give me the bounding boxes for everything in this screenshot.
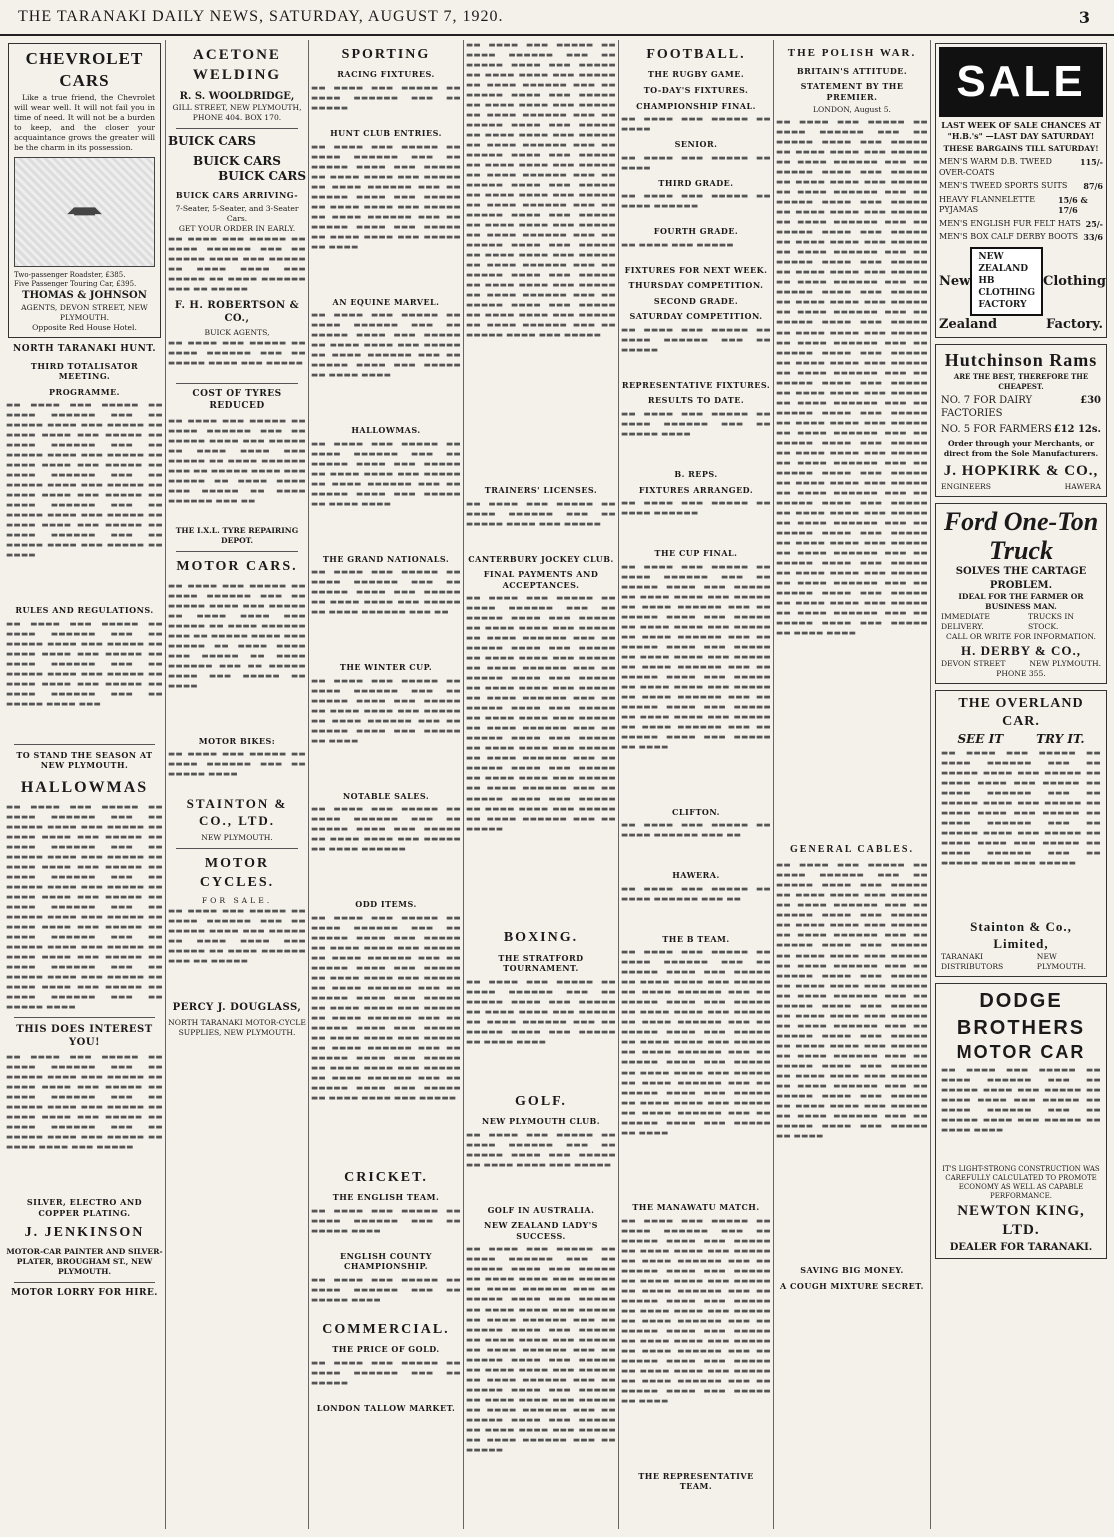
- stratford-heading: THE STRATFORD TOURNAMENT.: [498, 952, 584, 974]
- rep-heading: REPRESENTATIVE FIXTURES.: [621, 379, 771, 390]
- buick-arriving: BUICK CARS ARRIVING-: [175, 190, 299, 201]
- douglass-sub: NORTH TARANAKI MOTOR-CYCLE SUPPLIES, NEW PLYMOUTH.: [168, 1017, 306, 1037]
- ford-call: CALL OR WRITE FOR INFORMATION.: [946, 631, 1096, 641]
- column-4: ▬▬ ▬▬▬▬ ▬▬▬ ▬▬▬▬▬ ▬▬ ▬▬▬▬ ▬▬▬▬▬▬ ▬▬▬ ▬▬ ▬▬▬▬▬ ▬▬▬▬ ▬▬▬ ▬▬▬▬▬ ▬▬ ▬▬▬▬ ▬▬▬▬ ▬▬▬ ▬▬▬▬▬ ▬▬ ▬▬▬▬ ▬▬▬▬▬▬ ▬▬▬ ▬▬ ▬▬▬▬▬ ▬▬▬▬ ▬▬▬ ▬▬▬▬▬ ▬▬ ▬▬▬▬ ▬▬▬▬ ▬▬▬ ▬▬▬▬▬ ▬▬ ▬▬▬▬ ▬▬▬▬▬▬ ▬▬▬ ▬▬ ▬▬▬▬▬ ▬▬▬▬ ▬▬▬ ▬▬▬▬▬ ▬▬ ▬▬▬▬ ▬▬▬▬ ▬▬▬ ▬▬▬▬▬ ▬▬ ▬▬▬▬ ▬▬▬▬▬▬ ▬▬▬ ▬▬ ▬▬▬▬▬ ▬▬▬▬ ▬▬▬ ▬▬▬▬▬ ▬▬ ▬▬▬▬ ▬▬▬▬ ▬▬▬ ▬▬▬▬▬ ▬▬ ▬▬▬▬ ▬▬▬▬▬▬ ▬▬▬ ▬▬ ▬▬▬▬▬ ▬▬▬▬ ▬▬▬ ▬▬▬▬▬ ▬▬ ▬▬▬▬ ▬▬▬▬ ▬▬▬ ▬▬▬▬▬ ▬▬ ▬▬▬▬ ▬▬▬▬▬▬ ▬▬▬ ▬▬ ▬▬▬▬▬ ▬▬▬▬ ▬▬▬ ▬▬▬▬▬ ▬▬ ▬▬▬▬ ▬▬▬▬ ▬▬▬ ▬▬▬▬▬ ▬▬ ▬▬▬▬ ▬▬▬▬▬▬ ▬▬▬ ▬▬ ▬▬▬▬▬ ▬▬▬▬ ▬▬▬ ▬▬▬▬▬ ▬▬ ▬▬▬▬ ▬▬▬▬ ▬▬▬ ▬▬▬▬▬ ▬▬ ▬▬▬▬ ▬▬▬▬▬▬ ▬▬▬ ▬▬ ▬▬▬▬▬ ▬▬▬▬ ▬▬▬ ▬▬▬▬▬ ▬▬ ▬▬▬▬ ▬▬▬▬ ▬▬▬ ▬▬▬▬▬ ▬▬ ▬▬▬▬ ▬▬▬▬▬▬ ▬▬▬ ▬▬ ▬▬▬▬▬ ▬▬▬▬ ▬▬▬ ▬▬▬▬▬ ▬▬ ▬▬▬▬ ▬▬▬▬ ▬▬▬ ▬▬▬▬▬ ▬▬ ▬▬▬▬ ▬▬▬▬▬▬ ▬▬▬ ▬▬ ▬▬▬▬▬ ▬▬▬▬ ▬▬▬ ▬▬▬▬▬ TRAINERS' LICENSES. ▬▬ ▬▬▬▬ ▬▬▬ ▬▬▬▬▬ ▬▬ ▬▬▬▬ ▬▬▬▬▬▬ ▬▬▬ ▬▬ ▬▬▬▬▬ ▬▬▬▬ ▬▬▬ ▬▬▬▬▬ CANTERBURY JOCKEY CLUB. FINAL PAYMENTS AND ACCEPTANCES. ▬▬ ▬▬▬▬ ▬▬▬ ▬▬▬▬▬ ▬▬ ▬▬▬▬ ▬▬▬▬▬▬ ▬▬▬ ▬▬ ▬▬▬▬▬ ▬▬▬▬ ▬▬▬ ▬▬▬▬▬ ▬▬ ▬▬▬▬ ▬▬▬▬ ▬▬▬ ▬▬▬▬▬ ▬▬ ▬▬▬▬ ▬▬▬▬▬▬ ▬▬▬ ▬▬ ▬▬▬▬▬ ▬▬▬▬ ▬▬▬ ▬▬▬▬▬ ▬▬ ▬▬▬▬ ▬▬▬▬ ▬▬▬ ▬▬▬▬▬ ▬▬ ▬▬▬▬ ▬▬▬▬▬▬ ▬▬▬ ▬▬ ▬▬▬▬▬ ▬▬▬▬ ▬▬▬ ▬▬▬▬▬ ▬▬ ▬▬▬▬ ▬▬▬▬ ▬▬▬ ▬▬▬▬▬ ▬▬ ▬▬▬▬ ▬▬▬▬▬▬ ▬▬▬ ▬▬ ▬▬▬▬▬ ▬▬▬▬ ▬▬▬ ▬▬▬▬▬ ▬▬ ▬▬▬▬ ▬▬▬▬ ▬▬▬ ▬▬▬▬▬ ▬▬ ▬▬▬▬ ▬▬▬▬▬▬ ▬▬▬ ▬▬ ▬▬▬▬▬ ▬▬▬▬ ▬▬▬ ▬▬▬▬▬ ▬▬ ▬▬▬▬ ▬▬▬▬ ▬▬▬ ▬▬▬▬▬ ▬▬ ▬▬▬▬ ▬▬▬▬▬▬ ▬▬▬ ▬▬ ▬▬▬▬▬ ▬▬▬▬ ▬▬▬ ▬▬▬▬▬ ▬▬ ▬▬▬▬ ▬▬▬▬ ▬▬▬ ▬▬▬▬▬ ▬▬ ▬▬▬▬ ▬▬▬▬▬▬ ▬▬▬ ▬▬ ▬▬▬▬▬ ▬▬▬▬ ▬▬▬ ▬▬▬▬▬ ▬▬ ▬▬▬▬ ▬▬▬▬ ▬▬▬ ▬▬▬▬▬ ▬▬ ▬▬▬▬ ▬▬▬▬▬▬ ▬▬▬ ▬▬ ▬▬▬▬▬ BOXING. THE STRATFORD TOURNAMENT. ▬▬ ▬▬▬▬ ▬▬▬ ▬▬▬▬▬ ▬▬ ▬▬▬▬ ▬▬▬▬▬▬ ▬▬▬ ▬▬ ▬▬▬▬▬ ▬▬▬▬ ▬▬▬ ▬▬▬▬▬ ▬▬ ▬▬▬▬ ▬▬▬▬ ▬▬▬ ▬▬▬▬▬ ▬▬ ▬▬▬▬ ▬▬▬▬▬▬ ▬▬▬ ▬▬ ▬▬▬▬▬ ▬▬▬▬ ▬▬▬ ▬▬▬▬▬ ▬▬ ▬▬▬▬ ▬▬▬▬ GOLF. NEW PLYMOUTH CLUB. ▬▬ ▬▬▬▬ ▬▬▬ ▬▬▬▬▬ ▬▬ ▬▬▬▬ ▬▬▬▬▬▬ ▬▬▬ ▬▬ ▬▬▬▬▬ ▬▬▬▬ ▬▬▬ ▬▬▬▬▬ ▬▬ ▬▬▬▬ ▬▬▬▬ ▬▬▬ ▬▬▬▬▬ GOLF IN AUSTRALIA. NEW ZEALAND LADY'S SUCCESS. ▬▬ ▬▬▬▬ ▬▬▬ ▬▬▬▬▬ ▬▬ ▬▬▬▬ ▬▬▬▬▬▬ ▬▬▬ ▬▬ ▬▬▬▬▬ ▬▬▬▬ ▬▬▬ ▬▬▬▬▬ ▬▬ ▬▬▬▬ ▬▬▬▬ ▬▬▬ ▬▬▬▬▬ ▬▬ ▬▬▬▬ ▬▬▬▬▬▬ ▬▬▬ ▬▬ ▬▬▬▬▬ ▬▬▬▬ ▬▬▬ ▬▬▬▬▬ ▬▬ ▬▬▬▬ ▬▬▬▬ ▬▬▬ ▬▬▬▬▬ ▬▬ ▬▬▬▬ ▬▬▬▬▬▬ ▬▬▬ ▬▬ ▬▬▬▬▬ ▬▬▬▬ ▬▬▬ ▬▬▬▬▬ ▬▬ ▬▬▬▬ ▬▬▬▬ ▬▬▬ ▬▬▬▬▬ ▬▬ ▬▬▬▬ ▬▬▬▬▬▬ ▬▬▬ ▬▬ ▬▬▬▬▬ ▬▬▬▬ ▬▬▬ ▬▬▬▬▬ ▬▬ ▬▬▬▬ ▬▬▬▬ ▬▬▬ ▬▬▬▬▬ ▬▬ ▬▬▬▬ ▬▬▬▬▬▬ ▬▬▬ ▬▬ ▬▬▬▬▬ ▬▬▬▬ ▬▬▬ ▬▬▬▬▬ ▬▬ ▬▬▬▬ ▬▬▬▬ ▬▬▬ ▬▬▬▬▬ ▬▬ ▬▬▬▬ ▬▬▬▬▬▬ ▬▬▬ ▬▬ ▬▬▬▬▬ ▬▬▬▬ ▬▬▬ ▬▬▬▬▬ ▬▬ ▬▬▬▬ ▬▬▬▬ ▬▬▬ ▬▬▬▬▬ ▬▬ ▬▬▬▬ ▬▬▬▬▬▬ ▬▬▬ ▬▬ ▬▬▬▬▬: [466, 40, 616, 1454]
- golf-australia-heading: GOLF IN AUSTRALIA.: [487, 1204, 595, 1215]
- programme-heading: PROGRAMME.: [49, 386, 120, 397]
- final-heading: FINAL PAYMENTS AND ACCEPTANCES.: [483, 569, 599, 590]
- hawera-label: HAWERA: [1064, 482, 1101, 492]
- overland-see: SEE IT: [957, 731, 1004, 746]
- derby-phone: PHONE 355.: [996, 668, 1046, 678]
- hallowmas-heading: HALLOWMAS: [20, 778, 149, 796]
- cricket-heading: CRICKET.: [344, 1169, 428, 1185]
- masthead-title: THE TARANAKI DAILY NEWS, SATURDAY, AUGUST 7, 1920.: [18, 8, 504, 25]
- hunt-club-heading: HUNT CLUB ENTRIES.: [330, 128, 442, 139]
- new-word: New: [939, 274, 971, 290]
- column-7: [933, 40, 1109, 1529]
- results-heading: RESULTS TO DATE.: [647, 395, 745, 406]
- wooldridge-address: GILL STREET, NEW PLYMOUTH, PHONE 404. BOX 170.: [172, 102, 302, 122]
- nz-lady-heading: NEW ZEALAND LADY'S SUCCESS.: [484, 1220, 598, 1241]
- engineers-label: ENGINEERS: [941, 482, 991, 492]
- tourer-price: Five Passenger Touring Car, £395.: [14, 280, 137, 289]
- page-number: 3: [1078, 7, 1090, 27]
- derby-name: H. DERBY & CO.,: [961, 642, 1081, 658]
- newton-dealer: DEALER FOR TARANAKI.: [949, 1242, 1093, 1254]
- jenkinson-sub: MOTOR-CAR PAINTER AND SILVER-PLATER, BROUGHAM ST., NEW PLYMOUTH.: [6, 1246, 163, 1276]
- robertson-sub: BUICK AGENTS,: [204, 328, 270, 338]
- statement-heading: STATEMENT BY THE PREMIER.: [800, 81, 904, 102]
- sporting-heading: SPORTING: [341, 47, 431, 62]
- sale-item-price: 115/-: [1080, 157, 1103, 168]
- championship-heading: ENGLISH COUNTY CHAMPIONSHIP.: [339, 1250, 433, 1272]
- dealer-opposite: Opposite Red House Hotel.: [32, 322, 137, 332]
- new-plymouth-club-heading: NEW PLYMOUTH CLUB.: [481, 1116, 601, 1127]
- column-6: THE POLISH WAR. BRITAIN'S ATTITUDE. STATEMENT BY THE PREMIER. LONDON, August 5. ▬▬ ▬▬▬▬ ▬▬▬ ▬▬▬▬▬ ▬▬ ▬▬▬▬ ▬▬▬▬▬▬ ▬▬▬ ▬▬ ▬▬▬▬▬ ▬▬▬▬ ▬▬▬ ▬▬▬▬▬ ▬▬ ▬▬▬▬ ▬▬▬▬ ▬▬▬ ▬▬▬▬▬ ▬▬ ▬▬▬▬ ▬▬▬▬▬▬ ▬▬▬ ▬▬ ▬▬▬▬▬ ▬▬▬▬ ▬▬▬ ▬▬▬▬▬ ▬▬ ▬▬▬▬ ▬▬▬▬ ▬▬▬ ▬▬▬▬▬ ▬▬ ▬▬▬▬ ▬▬▬▬▬▬ ▬▬▬ ▬▬ ▬▬▬▬▬ ▬▬▬▬ ▬▬▬ ▬▬▬▬▬ ▬▬ ▬▬▬▬ ▬▬▬▬ ▬▬▬ ▬▬▬▬▬ ▬▬ ▬▬▬▬ ▬▬▬▬▬▬ ▬▬▬ ▬▬ ▬▬▬▬▬ ▬▬▬▬ ▬▬▬ ▬▬▬▬▬ ▬▬ ▬▬▬▬ ▬▬▬▬ ▬▬▬ ▬▬▬▬▬ ▬▬ ▬▬▬▬ ▬▬▬▬▬▬ ▬▬▬ ▬▬ ▬▬▬▬▬ ▬▬▬▬ ▬▬▬ ▬▬▬▬▬ ▬▬ ▬▬▬▬ ▬▬▬▬ ▬▬▬ ▬▬▬▬▬ ▬▬ ▬▬▬▬ ▬▬▬▬▬▬ ▬▬▬ ▬▬ ▬▬▬▬▬ ▬▬▬▬ ▬▬▬ ▬▬▬▬▬ ▬▬ ▬▬▬▬ ▬▬▬▬ ▬▬▬ ▬▬▬▬▬ ▬▬ ▬▬▬▬ ▬▬▬▬▬▬ ▬▬▬ ▬▬ ▬▬▬▬▬ ▬▬▬▬ ▬▬▬ ▬▬▬▬▬ ▬▬ ▬▬▬▬ ▬▬▬▬ ▬▬▬ ▬▬▬▬▬ ▬▬ ▬▬▬▬ ▬▬▬▬▬▬ ▬▬▬ ▬▬ ▬▬▬▬▬ ▬▬▬▬ ▬▬▬ ▬▬▬▬▬ ▬▬ ▬▬▬▬ ▬▬▬▬ ▬▬▬ ▬▬▬▬▬ ▬▬ ▬▬▬▬ ▬▬▬▬▬▬ ▬▬▬ ▬▬ ▬▬▬▬▬ ▬▬▬▬ ▬▬▬ ▬▬▬▬▬ ▬▬ ▬▬▬▬ ▬▬▬▬ ▬▬▬ ▬▬▬▬▬ ▬▬ ▬▬▬▬ ▬▬▬▬▬▬ ▬▬▬ ▬▬ ▬▬▬▬▬ ▬▬▬▬ ▬▬▬ ▬▬▬▬▬ ▬▬ ▬▬▬▬ ▬▬▬▬ ▬▬▬ ▬▬▬▬▬ ▬▬ ▬▬▬▬ ▬▬▬▬▬▬ ▬▬▬ ▬▬ ▬▬▬▬▬ ▬▬▬▬ ▬▬▬ ▬▬▬▬▬ ▬▬ ▬▬▬▬ ▬▬▬▬ ▬▬▬ ▬▬▬▬▬ ▬▬ ▬▬▬▬ ▬▬▬▬▬▬ ▬▬▬ ▬▬ ▬▬▬▬▬ ▬▬▬▬ ▬▬▬ ▬▬▬▬▬ ▬▬ ▬▬▬▬ ▬▬▬▬ ▬▬▬ ▬▬▬▬▬ ▬▬ ▬▬▬▬ ▬▬▬▬▬▬ ▬▬▬ ▬▬ ▬▬▬▬▬ ▬▬▬▬ ▬▬▬ ▬▬▬▬▬ ▬▬ ▬▬▬▬ ▬▬▬▬ ▬▬▬ ▬▬▬▬▬ ▬▬ ▬▬▬▬ ▬▬▬▬▬▬ ▬▬▬ ▬▬ ▬▬▬▬▬ ▬▬▬▬ ▬▬▬ ▬▬▬▬▬ ▬▬ ▬▬▬▬ ▬▬▬▬ ▬▬▬ ▬▬▬▬▬ ▬▬ ▬▬▬▬ ▬▬▬▬▬▬ ▬▬▬ ▬▬ ▬▬▬▬▬ ▬▬▬▬ ▬▬▬ ▬▬▬▬▬ ▬▬ ▬▬▬▬ ▬▬▬▬ ▬▬▬ ▬▬▬▬▬ ▬▬ ▬▬▬▬ ▬▬▬▬▬▬ ▬▬▬ ▬▬ ▬▬▬▬▬ ▬▬▬▬ ▬▬▬ ▬▬▬▬▬ ▬▬ ▬▬▬▬ ▬▬▬▬ ▬▬▬ ▬▬▬▬▬ ▬▬ ▬▬▬▬ ▬▬▬▬▬▬ ▬▬▬ ▬▬ ▬▬▬▬▬ ▬▬▬▬ ▬▬▬ ▬▬▬▬▬ ▬▬ ▬▬▬▬ ▬▬▬▬ GENERAL CABLES. ▬▬ ▬▬▬▬ ▬▬▬ ▬▬▬▬▬ ▬▬ ▬▬▬▬ ▬▬▬▬▬▬ ▬▬▬ ▬▬ ▬▬▬▬▬ ▬▬▬▬ ▬▬▬ ▬▬▬▬▬ ▬▬ ▬▬▬▬ ▬▬▬▬ ▬▬▬ ▬▬▬▬▬ ▬▬ ▬▬▬▬ ▬▬▬▬▬▬ ▬▬▬ ▬▬ ▬▬▬▬▬ ▬▬▬▬ ▬▬▬ ▬▬▬▬▬ ▬▬ ▬▬▬▬ ▬▬▬▬ ▬▬▬ ▬▬▬▬▬ ▬▬ ▬▬▬▬ ▬▬▬▬▬▬ ▬▬▬ ▬▬ ▬▬▬▬▬ ▬▬▬▬ ▬▬▬ ▬▬▬▬▬ ▬▬ ▬▬▬▬ ▬▬▬▬ ▬▬▬ ▬▬▬▬▬ ▬▬ ▬▬▬▬ ▬▬▬▬▬▬ ▬▬▬ ▬▬ ▬▬▬▬▬ ▬▬▬▬ ▬▬▬ ▬▬▬▬▬ ▬▬ ▬▬▬▬ ▬▬▬▬ ▬▬▬ ▬▬▬▬▬ ▬▬ ▬▬▬▬ ▬▬▬▬▬▬ ▬▬▬ ▬▬ ▬▬▬▬▬ ▬▬▬▬ ▬▬▬ ▬▬▬▬▬ ▬▬ ▬▬▬▬ ▬▬▬▬ ▬▬▬ ▬▬▬▬▬ ▬▬ ▬▬▬▬ ▬▬▬▬▬▬ ▬▬▬ ▬▬ ▬▬▬▬▬ ▬▬▬▬ ▬▬▬ ▬▬▬▬▬ ▬▬ ▬▬▬▬ ▬▬▬▬ ▬▬▬ ▬▬▬▬▬ ▬▬ ▬▬▬▬ ▬▬▬▬▬▬ ▬▬▬ ▬▬ ▬▬▬▬▬ ▬▬▬▬ ▬▬▬ ▬▬▬▬▬ ▬▬ ▬▬▬▬ ▬▬▬▬ ▬▬▬ ▬▬▬▬▬ ▬▬ ▬▬▬▬ ▬▬▬▬▬▬ ▬▬▬ ▬▬ ▬▬▬▬▬ ▬▬▬▬ ▬▬▬ ▬▬▬▬▬ ▬▬ ▬▬▬▬ ▬▬▬▬ ▬▬▬ ▬▬▬▬▬ ▬▬ ▬▬▬▬ ▬▬▬▬▬▬ ▬▬▬ ▬▬ ▬▬▬▬▬ ▬▬▬▬ ▬▬▬ ▬▬▬▬▬ ▬▬ ▬▬▬▬ SAVING BIG MONEY. A COUGH MIXTURE SECRET.: [776, 47, 928, 1291]
- column-5: FOOTBALL. THE RUGBY GAME. TO-DAY'S FIXTURES. CHAMPIONSHIP FINAL. ▬▬ ▬▬▬▬ ▬▬▬ ▬▬▬▬▬ ▬▬ ▬▬▬▬ SENIOR. ▬▬ ▬▬▬▬ ▬▬▬ ▬▬▬▬▬ ▬▬ ▬▬▬▬ THIRD GRADE. ▬▬ ▬▬▬▬ ▬▬▬ ▬▬▬▬▬ ▬▬ ▬▬▬▬ ▬▬▬▬▬▬ FOURTH GRADE. ▬▬ ▬▬▬▬ ▬▬▬ ▬▬▬▬▬ FIXTURES FOR NEXT WEEK. THURSDAY COMPETITION. SECOND GRADE. SATURDAY COMPETITION. ▬▬ ▬▬▬▬ ▬▬▬ ▬▬▬▬▬ ▬▬ ▬▬▬▬ ▬▬▬▬▬▬ ▬▬▬ ▬▬ ▬▬▬▬▬ REPRESENTATIVE FIXTURES. RESULTS TO DATE. ▬▬ ▬▬▬▬ ▬▬▬ ▬▬▬▬▬ ▬▬ ▬▬▬▬ ▬▬▬▬▬▬ ▬▬▬ ▬▬ ▬▬▬▬▬ ▬▬▬▬ B. REPS. FIXTURES ARRANGED. ▬▬ ▬▬▬▬ ▬▬▬ ▬▬▬▬▬ ▬▬ ▬▬▬▬ ▬▬▬▬▬▬ THE CUP FINAL. ▬▬ ▬▬▬▬ ▬▬▬ ▬▬▬▬▬ ▬▬ ▬▬▬▬ ▬▬▬▬▬▬ ▬▬▬ ▬▬ ▬▬▬▬▬ ▬▬▬▬ ▬▬▬ ▬▬▬▬▬ ▬▬ ▬▬▬▬ ▬▬▬▬ ▬▬▬ ▬▬▬▬▬ ▬▬ ▬▬▬▬ ▬▬▬▬▬▬ ▬▬▬ ▬▬ ▬▬▬▬▬ ▬▬▬▬ ▬▬▬ ▬▬▬▬▬ ▬▬ ▬▬▬▬ ▬▬▬▬ ▬▬▬ ▬▬▬▬▬ ▬▬ ▬▬▬▬ ▬▬▬▬▬▬ ▬▬▬ ▬▬ ▬▬▬▬▬ ▬▬▬▬ ▬▬▬ ▬▬▬▬▬ ▬▬ ▬▬▬▬ ▬▬▬▬ ▬▬▬ ▬▬▬▬▬ ▬▬ ▬▬▬▬ ▬▬▬▬▬▬ ▬▬▬ ▬▬ ▬▬▬▬▬ ▬▬▬▬ ▬▬▬ ▬▬▬▬▬ ▬▬ ▬▬▬▬ ▬▬▬▬ ▬▬▬ ▬▬▬▬▬ ▬▬ ▬▬▬▬ ▬▬▬▬▬▬ ▬▬▬ ▬▬ ▬▬▬▬▬ ▬▬▬▬ ▬▬▬ ▬▬▬▬▬ ▬▬ ▬▬▬▬ ▬▬▬▬ ▬▬▬ ▬▬▬▬▬ ▬▬ ▬▬▬▬ ▬▬▬▬▬▬ ▬▬▬ ▬▬ ▬▬▬▬▬ ▬▬▬▬ ▬▬▬ ▬▬▬▬▬ ▬▬ ▬▬▬▬ CLIFTON. ▬▬ ▬▬▬▬ ▬▬▬ ▬▬▬▬▬ ▬▬ ▬▬▬▬ ▬▬▬▬▬▬ ▬▬▬ ▬▬ HAWERA. ▬▬ ▬▬▬▬ ▬▬▬ ▬▬▬▬▬ ▬▬ ▬▬▬▬ ▬▬▬▬▬▬ ▬▬▬ ▬▬ THE B TEAM. ▬▬ ▬▬▬▬ ▬▬▬ ▬▬▬▬▬ ▬▬ ▬▬▬▬ ▬▬▬▬▬▬ ▬▬▬ ▬▬ ▬▬▬▬▬ ▬▬▬▬ ▬▬▬ ▬▬▬▬▬ ▬▬ ▬▬▬▬ ▬▬▬▬ ▬▬▬ ▬▬▬▬▬ ▬▬ ▬▬▬▬ ▬▬▬▬▬▬ ▬▬▬ ▬▬ ▬▬▬▬▬ ▬▬▬▬ ▬▬▬ ▬▬▬▬▬ ▬▬ ▬▬▬▬ ▬▬▬▬ ▬▬▬ ▬▬▬▬▬ ▬▬ ▬▬▬▬ ▬▬▬▬▬▬ ▬▬▬ ▬▬ ▬▬▬▬▬ ▬▬▬▬ ▬▬▬ ▬▬▬▬▬ ▬▬ ▬▬▬▬ ▬▬▬▬ ▬▬▬ ▬▬▬▬▬ ▬▬ ▬▬▬▬ ▬▬▬▬▬▬ ▬▬▬ ▬▬ ▬▬▬▬▬ ▬▬▬▬ ▬▬▬ ▬▬▬▬▬ ▬▬ ▬▬▬▬ ▬▬▬▬ ▬▬▬ ▬▬▬▬▬ ▬▬ ▬▬▬▬ ▬▬▬▬▬▬ ▬▬▬ ▬▬ ▬▬▬▬▬ ▬▬▬▬ ▬▬▬ ▬▬▬▬▬ ▬▬ ▬▬▬▬ ▬▬▬▬ ▬▬▬ ▬▬▬▬▬ ▬▬ ▬▬▬▬ ▬▬▬▬▬▬ ▬▬▬ ▬▬ ▬▬▬▬▬ ▬▬▬▬ ▬▬▬ ▬▬▬▬▬ ▬▬ ▬▬▬▬ THE MANAWATU MATCH. ▬▬ ▬▬▬▬ ▬▬▬ ▬▬▬▬▬ ▬▬ ▬▬▬▬ ▬▬▬▬▬▬ ▬▬▬ ▬▬ ▬▬▬▬▬ ▬▬▬▬ ▬▬▬ ▬▬▬▬▬ ▬▬ ▬▬▬▬ ▬▬▬▬ ▬▬▬ ▬▬▬▬▬ ▬▬ ▬▬▬▬ ▬▬▬▬▬▬ ▬▬▬ ▬▬ ▬▬▬▬▬ ▬▬▬▬ ▬▬▬ ▬▬▬▬▬ ▬▬ ▬▬▬▬ ▬▬▬▬ ▬▬▬ ▬▬▬▬▬ ▬▬ ▬▬▬▬ ▬▬▬▬▬▬ ▬▬▬ ▬▬ ▬▬▬▬▬ ▬▬▬▬ ▬▬▬ ▬▬▬▬▬ ▬▬ ▬▬▬▬ ▬▬▬▬ ▬▬▬ ▬▬▬▬▬ ▬▬ ▬▬▬▬ ▬▬▬▬▬▬ ▬▬▬ ▬▬ ▬▬▬▬▬ ▬▬▬▬ ▬▬▬ ▬▬▬▬▬ ▬▬ ▬▬▬▬ ▬▬▬▬ ▬▬▬ ▬▬▬▬▬ ▬▬ ▬▬▬▬ ▬▬▬▬▬▬ ▬▬▬ ▬▬ ▬▬▬▬▬ ▬▬▬▬ ▬▬▬ ▬▬▬▬▬ ▬▬ ▬▬▬▬ ▬▬▬▬ ▬▬▬ ▬▬▬▬▬ ▬▬ ▬▬▬▬ ▬▬▬▬▬▬ ▬▬▬ ▬▬ ▬▬▬▬▬ ▬▬▬▬ ▬▬▬ ▬▬▬▬▬ ▬▬ ▬▬▬▬ THE REPRESENTATIVE TEAM.: [621, 47, 771, 1492]
- b-reps-heading: B. REPS.: [674, 469, 718, 480]
- interest-heading: THIS DOES INTEREST YOU!: [16, 1023, 153, 1049]
- dealer-address: AGENTS, DEVON STREET, NEW PLYMOUTH.: [21, 302, 148, 322]
- tyre-depot: THE I.X.L. TYRE REPAIRING DEPOT.: [175, 526, 299, 546]
- golf-heading: GOLF.: [515, 1093, 567, 1109]
- douglass-name: PERCY J. DOUGLASS,: [172, 1002, 302, 1014]
- sale-banner: SALE: [939, 47, 1103, 117]
- notable-heading: NOTABLE SALES.: [342, 790, 430, 801]
- sale-item-name: MEN'S WARM D.B. TWEED OVER-COATS: [939, 157, 1052, 177]
- trainers-heading: TRAINERS' LICENSES.: [484, 485, 598, 495]
- silver-heading: SILVER, ELECTRO AND COPPER PLATING.: [26, 1197, 143, 1218]
- stainton-ltd: Stainton & Co., Limited,: [970, 918, 1072, 951]
- motor-bikes-heading: MOTOR BIKES:: [198, 735, 276, 746]
- hunt-sub: THIRD TOTALISATOR MEETING.: [30, 360, 139, 382]
- no5-price: £12 12s.: [1053, 424, 1101, 436]
- sale-item-price: 25/-: [1085, 218, 1103, 229]
- arranged-heading: FIXTURES ARRANGED.: [638, 484, 754, 495]
- buick-heading-2: BUICK CARS: [193, 153, 281, 168]
- sale-items: [939, 157, 1103, 243]
- stainton-loc: NEW PLYMOUTH.: [201, 833, 273, 843]
- stainton-name: STAINTON & CO., LTD.: [186, 796, 288, 829]
- sale-item-price: 33/6: [1083, 232, 1103, 243]
- ford-delivery: IMMEDIATE DELIVERY.: [941, 611, 990, 631]
- hunt-title: NORTH TARANAKI HUNT.: [13, 343, 156, 354]
- sale-item: [939, 181, 1103, 192]
- english-team-heading: THE ENGLISH TEAM.: [332, 1192, 440, 1203]
- sale-item: [939, 232, 1103, 243]
- overland-title: THE OVERLAND CAR.: [958, 696, 1084, 730]
- general-heading: GENERAL CABLES.: [790, 844, 914, 856]
- overland-ad: THE OVERLAND CAR. SEE IT TRY IT. ▬▬ ▬▬▬▬ ▬▬▬ ▬▬▬▬▬ ▬▬ ▬▬▬▬ ▬▬▬▬▬▬ ▬▬▬ ▬▬ ▬▬▬▬▬ ▬▬▬▬ ▬▬▬ ▬▬▬▬▬ ▬▬ ▬▬▬▬ ▬▬▬▬ ▬▬▬ ▬▬▬▬▬ ▬▬ ▬▬▬▬ ▬▬▬▬▬▬ ▬▬▬ ▬▬ ▬▬▬▬▬ ▬▬▬▬ ▬▬▬ ▬▬▬▬▬ ▬▬ ▬▬▬▬ ▬▬▬▬ ▬▬▬ ▬▬▬▬▬ ▬▬ ▬▬▬▬ ▬▬▬▬▬▬ ▬▬▬ ▬▬ ▬▬▬▬▬ ▬▬▬▬ ▬▬▬ ▬▬▬▬▬ ▬▬ ▬▬▬▬ ▬▬▬▬ ▬▬▬ ▬▬▬▬▬ ▬▬ ▬▬▬▬ ▬▬▬▬▬▬ ▬▬▬ ▬▬ ▬▬▬▬▬ ▬▬▬▬ ▬▬▬ ▬▬▬▬▬ Stainton & Co., Limited, TARANAKI DISTRIBUTORS NEW PLYMOUTH.: [935, 690, 1107, 977]
- dodge-title: DODGE BROTHERS: [956, 990, 1086, 1039]
- zealand-word: Zealand: [939, 317, 998, 333]
- distributors-np: NEW PLYMOUTH.: [1036, 952, 1086, 972]
- football-heading: FOOTBALL.: [646, 47, 746, 62]
- column-3: SPORTING RACING FIXTURES. ▬▬ ▬▬▬▬ ▬▬▬ ▬▬▬▬▬ ▬▬ ▬▬▬▬ ▬▬▬▬▬▬ ▬▬▬ ▬▬ ▬▬▬▬▬ HUNT CLUB ENTRIES. ▬▬ ▬▬▬▬ ▬▬▬ ▬▬▬▬▬ ▬▬ ▬▬▬▬ ▬▬▬▬▬▬ ▬▬▬ ▬▬ ▬▬▬▬▬ ▬▬▬▬ ▬▬▬ ▬▬▬▬▬ ▬▬ ▬▬▬▬ ▬▬▬▬ ▬▬▬ ▬▬▬▬▬ ▬▬ ▬▬▬▬ ▬▬▬▬▬▬ ▬▬▬ ▬▬ ▬▬▬▬▬ ▬▬▬▬ ▬▬▬ ▬▬▬▬▬ ▬▬ ▬▬▬▬ ▬▬▬▬ ▬▬▬ ▬▬▬▬▬ ▬▬ ▬▬▬▬ ▬▬▬▬▬▬ ▬▬▬ ▬▬ ▬▬▬▬▬ ▬▬▬▬ ▬▬▬ ▬▬▬▬▬ ▬▬ ▬▬▬▬ ▬▬▬▬ ▬▬▬ ▬▬▬▬▬ ▬▬ ▬▬▬▬ AN EQUINE MARVEL. ▬▬ ▬▬▬▬ ▬▬▬ ▬▬▬▬▬ ▬▬ ▬▬▬▬ ▬▬▬▬▬▬ ▬▬▬ ▬▬ ▬▬▬▬▬ ▬▬▬▬ ▬▬▬ ▬▬▬▬▬ ▬▬ ▬▬▬▬ ▬▬▬▬ ▬▬▬ ▬▬▬▬▬ ▬▬ ▬▬▬▬ ▬▬▬▬▬▬ ▬▬▬ ▬▬ ▬▬▬▬▬ ▬▬▬▬ ▬▬▬ ▬▬▬▬▬ ▬▬ ▬▬▬▬ ▬▬▬▬ HALLOWMAS. ▬▬ ▬▬▬▬ ▬▬▬ ▬▬▬▬▬ ▬▬ ▬▬▬▬ ▬▬▬▬▬▬ ▬▬▬ ▬▬ ▬▬▬▬▬ ▬▬▬▬ ▬▬▬ ▬▬▬▬▬ ▬▬ ▬▬▬▬ ▬▬▬▬ ▬▬▬ ▬▬▬▬▬ ▬▬ ▬▬▬▬ ▬▬▬▬▬▬ ▬▬▬ ▬▬ ▬▬▬▬▬ ▬▬▬▬ ▬▬▬ ▬▬▬▬▬ ▬▬ ▬▬▬▬ ▬▬▬▬ THE GRAND NATIONALS. ▬▬ ▬▬▬▬ ▬▬▬ ▬▬▬▬▬ ▬▬ ▬▬▬▬ ▬▬▬▬▬▬ ▬▬▬ ▬▬ ▬▬▬▬▬ ▬▬▬▬ ▬▬▬ ▬▬▬▬▬ ▬▬ ▬▬▬▬ ▬▬▬▬ ▬▬▬ ▬▬▬▬▬ ▬▬ ▬▬▬▬ ▬▬▬▬▬▬ ▬▬▬ ▬▬ THE WINTER CUP. ▬▬ ▬▬▬▬ ▬▬▬ ▬▬▬▬▬ ▬▬ ▬▬▬▬ ▬▬▬▬▬▬ ▬▬▬ ▬▬ ▬▬▬▬▬ ▬▬▬▬ ▬▬▬ ▬▬▬▬▬ ▬▬ ▬▬▬▬ ▬▬▬▬ ▬▬▬ ▬▬▬▬▬ ▬▬ ▬▬▬▬ ▬▬▬▬▬▬ ▬▬▬ ▬▬ ▬▬▬▬▬ ▬▬▬▬ ▬▬▬ ▬▬▬▬▬ ▬▬ ▬▬▬▬ NOTABLE SALES. ▬▬ ▬▬▬▬ ▬▬▬ ▬▬▬▬▬ ▬▬ ▬▬▬▬ ▬▬▬▬▬▬ ▬▬▬ ▬▬ ▬▬▬▬▬ ▬▬▬▬ ▬▬▬ ▬▬▬▬▬ ▬▬ ▬▬▬▬ ▬▬▬▬ ▬▬▬ ▬▬▬▬▬ ▬▬ ▬▬▬▬ ▬▬▬▬▬▬ ODD ITEMS. ▬▬ ▬▬▬▬ ▬▬▬ ▬▬▬▬▬ ▬▬ ▬▬▬▬ ▬▬▬▬▬▬ ▬▬▬ ▬▬ ▬▬▬▬▬ ▬▬▬▬ ▬▬▬ ▬▬▬▬▬ ▬▬ ▬▬▬▬ ▬▬▬▬ ▬▬▬ ▬▬▬▬▬ ▬▬ ▬▬▬▬ ▬▬▬▬▬▬ ▬▬▬ ▬▬ ▬▬▬▬▬ ▬▬▬▬ ▬▬▬ ▬▬▬▬▬ ▬▬ ▬▬▬▬ ▬▬▬▬ ▬▬▬ ▬▬▬▬▬ ▬▬ ▬▬▬▬ ▬▬▬▬▬▬ ▬▬▬ ▬▬ ▬▬▬▬▬ ▬▬▬▬ ▬▬▬ ▬▬▬▬▬ ▬▬ ▬▬▬▬ ▬▬▬▬ ▬▬▬ ▬▬▬▬▬ ▬▬ ▬▬▬▬ ▬▬▬▬▬▬ ▬▬▬ ▬▬ ▬▬▬▬▬ ▬▬▬▬ ▬▬▬ ▬▬▬▬▬ ▬▬ ▬▬▬▬ ▬▬▬▬ ▬▬▬ ▬▬▬▬▬ ▬▬ ▬▬▬▬ ▬▬▬▬▬▬ ▬▬▬ ▬▬ ▬▬▬▬▬ ▬▬▬▬ ▬▬▬ ▬▬▬▬▬ ▬▬ ▬▬▬▬ ▬▬▬▬ ▬▬▬ ▬▬▬▬▬ ▬▬ ▬▬▬▬ ▬▬▬▬▬▬ ▬▬▬ ▬▬ ▬▬▬▬▬ ▬▬▬▬ ▬▬▬ ▬▬▬▬▬ ▬▬ ▬▬▬▬ ▬▬▬▬ ▬▬▬ ▬▬▬▬▬ CRICKET. THE ENGLISH TEAM. ▬▬ ▬▬▬▬ ▬▬▬ ▬▬▬▬▬ ▬▬ ▬▬▬▬ ▬▬▬▬▬▬ ▬▬▬ ▬▬ ▬▬▬▬▬ ▬▬▬▬ ENGLISH COUNTY CHAMPIONSHIP. ▬▬ ▬▬▬▬ ▬▬▬ ▬▬▬▬▬ ▬▬ ▬▬▬▬ ▬▬▬▬▬▬ ▬▬▬ ▬▬ ▬▬▬▬▬ ▬▬▬▬ COMMERCIAL. THE PRICE OF GOLD. ▬▬ ▬▬▬▬ ▬▬▬ ▬▬▬▬▬ ▬▬ ▬▬▬▬ ▬▬▬▬▬▬ ▬▬▬ ▬▬ ▬▬▬▬▬ LONDON TALLOW MARKET.: [311, 47, 461, 1413]
- buick-types: 7-Seater, 5-Seater, and 3-Seater Cars.: [175, 203, 299, 223]
- buick-heading: BUICK CARS: [168, 133, 256, 148]
- saving-heading: SAVING BIG MONEY.: [800, 1265, 904, 1276]
- buick-heading-3: BUICK CARS: [218, 169, 306, 184]
- second-heading: SECOND GRADE.: [653, 295, 739, 306]
- rules-heading: RULES AND REGULATIONS.: [15, 605, 154, 616]
- sale-item-name: MEN'S ENGLISH FUR FELT HATS: [939, 218, 1081, 228]
- grand-nationals-heading: THE GRAND NATIONALS.: [322, 553, 450, 564]
- cycles-for-sale: FOR SALE.: [201, 896, 273, 906]
- winter-cup-heading: THE WINTER CUP.: [339, 662, 433, 673]
- attitude-heading: BRITAIN'S ATTITUDE.: [796, 65, 908, 76]
- fourth-heading: FOURTH GRADE.: [653, 226, 739, 237]
- acetone-heading: ACETONE WELDING: [192, 47, 282, 83]
- lorry-heading: MOTOR LORRY FOR HIRE.: [11, 1287, 158, 1298]
- ford-stock: TRUCKS IN STOCK.: [1028, 611, 1074, 631]
- factory-word: Factory.: [1046, 317, 1103, 333]
- boxing-heading: BOXING.: [503, 930, 579, 946]
- column-1: CHEVROLET CARS Like a true friend, the Chevrolet will wear well. It will not fail you in time of need. It will not be a burden to keep, and the closer your acquaintance grows the greater will be the charm in its possession. ◢▆▆▆◣ Two-passenger Roadster, £385. Five Passenger Touring Car, £395. THOMAS & JOHNSON AGENTS, DEVON STREET, NEW PLYMOUTH. Opposite Red House Hotel. NORTH TARANAKI HUNT. THIRD TOTALISATOR MEETING. PROGRAMME. ▬▬ ▬▬▬▬ ▬▬▬ ▬▬▬▬▬ ▬▬ ▬▬▬▬ ▬▬▬▬▬▬ ▬▬▬ ▬▬ ▬▬▬▬▬ ▬▬▬▬ ▬▬▬ ▬▬▬▬▬ ▬▬ ▬▬▬▬ ▬▬▬▬ ▬▬▬ ▬▬▬▬▬ ▬▬ ▬▬▬▬ ▬▬▬▬▬▬ ▬▬▬ ▬▬ ▬▬▬▬▬ ▬▬▬▬ ▬▬▬ ▬▬▬▬▬ ▬▬ ▬▬▬▬ ▬▬▬▬ ▬▬▬ ▬▬▬▬▬ ▬▬ ▬▬▬▬ ▬▬▬▬▬▬ ▬▬▬ ▬▬ ▬▬▬▬▬ ▬▬▬▬ ▬▬▬ ▬▬▬▬▬ ▬▬ ▬▬▬▬ ▬▬▬▬ ▬▬▬ ▬▬▬▬▬ ▬▬ ▬▬▬▬ ▬▬▬▬▬▬ ▬▬▬ ▬▬ ▬▬▬▬▬ ▬▬▬▬ ▬▬▬ ▬▬▬▬▬ ▬▬ ▬▬▬▬ ▬▬▬▬ ▬▬▬ ▬▬▬▬▬ ▬▬ ▬▬▬▬ ▬▬▬▬▬▬ ▬▬▬ ▬▬ ▬▬▬▬▬ ▬▬▬▬ ▬▬▬ ▬▬▬▬▬ ▬▬ ▬▬▬▬ RULES AND REGULATIONS. ▬▬ ▬▬▬▬ ▬▬▬ ▬▬▬▬▬ ▬▬ ▬▬▬▬ ▬▬▬▬▬▬ ▬▬▬ ▬▬ ▬▬▬▬▬ ▬▬▬▬ ▬▬▬ ▬▬▬▬▬ ▬▬ ▬▬▬▬ ▬▬▬▬ ▬▬▬ ▬▬▬▬▬ ▬▬ ▬▬▬▬ ▬▬▬▬▬▬ ▬▬▬ ▬▬ ▬▬▬▬▬ ▬▬▬▬ ▬▬▬ ▬▬▬▬▬ ▬▬ ▬▬▬▬ ▬▬▬▬ ▬▬▬ ▬▬▬▬▬ ▬▬ ▬▬▬▬ ▬▬▬▬▬▬ ▬▬▬ ▬▬ ▬▬▬▬▬ ▬▬▬▬ ▬▬▬ TO STAND THE SEASON AT NEW PLYMOUTH. HALLOWMAS ▬▬ ▬▬▬▬ ▬▬▬ ▬▬▬▬▬ ▬▬ ▬▬▬▬ ▬▬▬▬▬▬ ▬▬▬ ▬▬ ▬▬▬▬▬ ▬▬▬▬ ▬▬▬ ▬▬▬▬▬ ▬▬ ▬▬▬▬ ▬▬▬▬ ▬▬▬ ▬▬▬▬▬ ▬▬ ▬▬▬▬ ▬▬▬▬▬▬ ▬▬▬ ▬▬ ▬▬▬▬▬ ▬▬▬▬ ▬▬▬ ▬▬▬▬▬ ▬▬ ▬▬▬▬ ▬▬▬▬ ▬▬▬ ▬▬▬▬▬ ▬▬ ▬▬▬▬ ▬▬▬▬▬▬ ▬▬▬ ▬▬ ▬▬▬▬▬ ▬▬▬▬ ▬▬▬ ▬▬▬▬▬ ▬▬ ▬▬▬▬ ▬▬▬▬ ▬▬▬ ▬▬▬▬▬ ▬▬ ▬▬▬▬ ▬▬▬▬▬▬ ▬▬▬ ▬▬ ▬▬▬▬▬ ▬▬▬▬ ▬▬▬ ▬▬▬▬▬ ▬▬ ▬▬▬▬ ▬▬▬▬ ▬▬▬ ▬▬▬▬▬ ▬▬ ▬▬▬▬ ▬▬▬▬▬▬ ▬▬▬ ▬▬ ▬▬▬▬▬ ▬▬▬▬ ▬▬▬ ▬▬▬▬▬ ▬▬ ▬▬▬▬ ▬▬▬▬ ▬▬▬ ▬▬▬▬▬ ▬▬ ▬▬▬▬ ▬▬▬▬▬▬ ▬▬▬ ▬▬ ▬▬▬▬▬ ▬▬▬▬ ▬▬▬ ▬▬▬▬▬ ▬▬ ▬▬▬▬ ▬▬▬▬ ▬▬▬ ▬▬▬▬▬ ▬▬ ▬▬▬▬ ▬▬▬▬▬▬ ▬▬▬ ▬▬ ▬▬▬▬▬ ▬▬▬▬ THIS DOES INTEREST YOU! ▬▬ ▬▬▬▬ ▬▬▬ ▬▬▬▬▬ ▬▬ ▬▬▬▬ ▬▬▬▬▬▬ ▬▬▬ ▬▬ ▬▬▬▬▬ ▬▬▬▬ ▬▬▬ ▬▬▬▬▬ ▬▬ ▬▬▬▬ ▬▬▬▬ ▬▬▬ ▬▬▬▬▬ ▬▬ ▬▬▬▬ ▬▬▬▬▬▬ ▬▬▬ ▬▬ ▬▬▬▬▬ ▬▬▬▬ ▬▬▬ ▬▬▬▬▬ ▬▬ ▬▬▬▬ ▬▬▬▬ ▬▬▬ ▬▬▬▬▬ ▬▬ ▬▬▬▬ ▬▬▬▬▬▬ ▬▬▬ ▬▬ ▬▬▬▬▬ ▬▬▬▬ ▬▬▬ ▬▬▬▬▬ ▬▬ ▬▬▬▬ ▬▬▬▬ ▬▬▬ ▬▬▬▬▬ SILVER, ELECTRO AND COPPER PLATING. J. JENKINSON MOTOR-CAR PAINTER AND SILVER-PLATER, BROUGHAM ST., NEW PLYMOUTH. MOTOR LORRY FOR HIRE.: [6, 40, 163, 1529]
- saturday-heading: SATURDAY COMPETITION.: [629, 311, 763, 322]
- chevrolet-ad: [8, 43, 161, 338]
- racing-heading: RACING FIXTURES.: [337, 69, 435, 80]
- derby-np: NEW PLYMOUTH.: [1029, 658, 1101, 668]
- gold-heading: THE PRICE OF GOLD.: [332, 1344, 440, 1355]
- robertson-name: F. H. ROBERTSON & CO.,: [174, 299, 300, 325]
- newton-king: NEWTON KING, LTD.: [957, 1202, 1085, 1239]
- third-heading: THIRD GRADE.: [658, 177, 734, 188]
- sale-item-name: MEN'S TWEED SPORTS SUITS: [939, 181, 1068, 191]
- tyres-heading: COST OF TYRES REDUCED: [192, 389, 282, 412]
- no7-price: £30: [1080, 394, 1101, 406]
- derby-devon: DEVON STREET: [941, 658, 1006, 668]
- ford-solves: SOLVES THE CARTAGE PROBLEM.: [955, 566, 1087, 591]
- chevrolet-body: Like a true friend, the Chevrolet will wear well. It will not fail you in time of need. It will not be a burden to keep, and the closer your acquaintance grows the greater will be the charm in its possession.: [14, 92, 155, 152]
- motor-cars-heading: MOTOR CARS.: [176, 559, 298, 575]
- hutchinson-order: Order through your Merchants, or direct from the Sole Manufacturers.: [943, 439, 1099, 459]
- rugby-heading: THE RUGBY GAME.: [647, 69, 745, 80]
- champ-heading: CHAMPIONSHIP FINAL.: [636, 100, 756, 111]
- senior-heading: SENIOR.: [674, 139, 718, 150]
- sale-ad: [935, 43, 1107, 338]
- dodge-ad: DODGE BROTHERS MOTOR CAR ▬▬ ▬▬▬▬ ▬▬▬ ▬▬▬▬▬ ▬▬ ▬▬▬▬ ▬▬▬▬▬▬ ▬▬▬ ▬▬ ▬▬▬▬▬ ▬▬▬▬ ▬▬▬ ▬▬▬▬▬ ▬▬ ▬▬▬▬ ▬▬▬▬ ▬▬▬ ▬▬▬▬▬ ▬▬ ▬▬▬▬ ▬▬▬▬▬▬ ▬▬▬ ▬▬ ▬▬▬▬▬ ▬▬▬▬ ▬▬▬ ▬▬▬▬▬ ▬▬ ▬▬▬▬ ▬▬▬▬ IT'S LIGHT-STRONG CONSTRUCTION WAS CAREFULLY CALCULATED TO PROMOTE ECONOMY AS WELL AS CAPABLE PERFORMANCE. NEWTON KING, LTD. DEALER FOR TARANAKI.: [935, 983, 1107, 1259]
- cup-final-heading: THE CUP FINAL.: [654, 548, 738, 559]
- hb-logo: NEW ZEALAND HB CLOTHING FACTORY: [970, 247, 1043, 316]
- next-week-heading: FIXTURES FOR NEXT WEEK.: [624, 264, 768, 275]
- dodge-light-strong: IT'S LIGHT-STRONG CONSTRUCTION WAS CAREFULLY CALCULATED TO PROMOTE ECONOMY AS WELL AS CAPABLE PERFORMANCE.: [942, 1164, 1100, 1201]
- sale-item-name: HEAVY FLANNELETTE PYJAMAS: [939, 194, 1036, 215]
- jenkinson-name: J. JENKINSON: [24, 1225, 145, 1241]
- polish-heading: THE POLISH WAR.: [787, 47, 917, 59]
- chevrolet-title: CHEVROLET CARS: [25, 49, 144, 91]
- hutchinson-ad: [935, 344, 1107, 498]
- ford-ideal: IDEAL FOR THE FARMER OR BUSINESS MAN.: [958, 591, 1084, 611]
- clothing-word: Clothing: [1043, 274, 1106, 290]
- sale-bargains: THESE BARGAINS TILL SATURDAY!: [943, 144, 1099, 154]
- hopkirk-name: J. HOPKIRK & CO.,: [943, 463, 1099, 480]
- buick-order: GET YOUR ORDER IN EARLY.: [178, 223, 296, 233]
- sale-item: [939, 219, 1103, 230]
- sale-item-name: MEN'S BOX CALF DERBY BOOTS: [939, 232, 1079, 242]
- cycles-heading: MOTOR CYCLES.: [199, 856, 275, 890]
- sale-item-price: 15/6 & 17/6: [1058, 194, 1088, 216]
- sale-item: [939, 195, 1103, 216]
- cough-heading: A COUGH MIXTURE SECRET.: [780, 1280, 924, 1291]
- wooldridge-name: R. S. WOOLDRIDGE,: [179, 90, 295, 102]
- odd-items-heading: ODD ITEMS.: [355, 899, 417, 910]
- no7-label: NO. 7 FOR DAIRY FACTORIES: [941, 394, 1033, 419]
- canterbury-heading: CANTERBURY JOCKEY CLUB.: [468, 553, 614, 564]
- tallow-heading: LONDON TALLOW MARKET.: [316, 1402, 456, 1413]
- ford-title: Ford One-Ton Truck: [943, 507, 1099, 565]
- overland-try: TRY IT.: [1036, 731, 1085, 746]
- equine-heading: AN EQUINE MARVEL.: [332, 296, 440, 307]
- manawatu-heading: THE MANAWATU MATCH.: [632, 1202, 760, 1213]
- hallowmas-heading-3: HALLOWMAS.: [351, 425, 421, 436]
- b-team-heading: THE B TEAM.: [662, 933, 730, 944]
- sale-item: [939, 157, 1103, 178]
- distributors-label: TARANAKI DISTRIBUTORS: [941, 952, 1004, 972]
- dealer-name: THOMAS & JOHNSON: [22, 290, 147, 302]
- today-heading: TO-DAY'S FIXTURES.: [643, 85, 749, 96]
- dodge-motor-car: MOTOR CAR: [956, 1041, 1086, 1062]
- hawera-heading: HAWERA.: [672, 870, 720, 881]
- masthead: [0, 0, 1114, 36]
- roadster-price: Two-passenger Roadster, £385.: [14, 270, 126, 279]
- car-illustration: ◢▆▆▆◣: [14, 157, 155, 267]
- clifton-heading: CLIFTON.: [672, 806, 720, 817]
- column-2: ACETONE WELDING R. S. WOOLDRIDGE, GILL STREET, NEW PLYMOUTH, PHONE 404. BOX 170. BUICK CARS BUICK CARS BUICK CARS BUICK CARS ARRIVING- 7-Seater, 5-Seater, and 3-Seater Cars. GET YOUR ORDER IN EARLY. ▬▬ ▬▬▬▬ ▬▬▬ ▬▬▬▬▬ ▬▬ ▬▬▬▬ ▬▬▬▬▬▬ ▬▬▬ ▬▬ ▬▬▬▬▬ ▬▬▬▬ ▬▬▬ ▬▬▬▬▬ ▬▬ ▬▬▬▬ ▬▬▬▬ ▬▬▬ ▬▬▬▬▬ ▬▬ ▬▬▬▬ ▬▬▬▬▬▬ ▬▬▬ ▬▬ ▬▬▬▬▬ F. H. ROBERTSON & CO., BUICK AGENTS, ▬▬ ▬▬▬▬ ▬▬▬ ▬▬▬▬▬ ▬▬ ▬▬▬▬ ▬▬▬▬▬▬ ▬▬▬ ▬▬ ▬▬▬▬▬ ▬▬▬▬ ▬▬▬ ▬▬▬▬▬ COST OF TYRES REDUCED ▬▬ ▬▬▬▬ ▬▬▬ ▬▬▬▬▬ ▬▬ ▬▬▬▬ ▬▬▬▬▬▬ ▬▬▬ ▬▬ ▬▬▬▬▬ ▬▬▬▬ ▬▬▬ ▬▬▬▬▬ ▬▬ ▬▬▬▬ ▬▬▬▬ ▬▬▬ ▬▬▬▬▬ ▬▬ ▬▬▬▬ ▬▬▬▬▬▬ ▬▬▬ ▬▬ ▬▬▬▬▬ ▬▬▬▬ ▬▬▬ ▬▬▬▬▬ ▬▬ ▬▬▬▬ ▬▬▬▬ ▬▬▬ ▬▬▬▬▬ ▬▬ ▬▬▬▬ ▬▬▬▬▬▬ ▬▬▬ ▬▬ THE I.X.L. TYRE REPAIRING DEPOT. MOTOR CARS. ▬▬ ▬▬▬▬ ▬▬▬ ▬▬▬▬▬ ▬▬ ▬▬▬▬ ▬▬▬▬▬▬ ▬▬▬ ▬▬ ▬▬▬▬▬ ▬▬▬▬ ▬▬▬ ▬▬▬▬▬ ▬▬ ▬▬▬▬ ▬▬▬▬ ▬▬▬ ▬▬▬▬▬ ▬▬ ▬▬▬▬ ▬▬▬▬▬▬ ▬▬▬ ▬▬ ▬▬▬▬▬ ▬▬▬▬ ▬▬▬ ▬▬▬▬▬ ▬▬ ▬▬▬▬ ▬▬▬▬ ▬▬▬ ▬▬▬▬▬ ▬▬ ▬▬▬▬ ▬▬▬▬▬▬ ▬▬▬ ▬▬ ▬▬▬▬▬ ▬▬▬▬ ▬▬▬ ▬▬▬▬▬ ▬▬ ▬▬▬▬ MOTOR BIKES: ▬▬ ▬▬▬▬ ▬▬▬ ▬▬▬▬▬ ▬▬ ▬▬▬▬ ▬▬▬▬▬▬ ▬▬▬ ▬▬ ▬▬▬▬▬ ▬▬▬▬ STAINTON & CO., LTD. NEW PLYMOUTH. MOTOR CYCLES. FOR SALE. ▬▬ ▬▬▬▬ ▬▬▬ ▬▬▬▬▬ ▬▬ ▬▬▬▬ ▬▬▬▬▬▬ ▬▬▬ ▬▬ ▬▬▬▬▬ ▬▬▬▬ ▬▬▬ ▬▬▬▬▬ ▬▬ ▬▬▬▬ ▬▬▬▬ ▬▬▬ ▬▬▬▬▬ ▬▬ ▬▬▬▬ ▬▬▬▬▬▬ ▬▬▬ ▬▬ ▬▬▬▬▬ PERCY J. DOUGLASS, NORTH TARANAKI MOTOR-CYCLE SUPPLIES, NEW PLYMOUTH.: [168, 47, 306, 1037]
- rep-team-heading: THE REPRESENTATIVE TEAM.: [638, 1470, 754, 1492]
- hutchinson-title: Hutchinson Rams: [944, 349, 1098, 370]
- commercial-heading: COMMERCIAL.: [322, 1321, 450, 1337]
- hutchinson-cheapest: ARE THE BEST, THEREFORE THE CHEAPEST.: [953, 372, 1089, 391]
- thursday-heading: THURSDAY COMPETITION.: [628, 280, 764, 291]
- ford-ad: [935, 503, 1107, 684]
- no5-label: NO. 5 FOR FARMERS: [941, 424, 1052, 436]
- sale-last-week: LAST WEEK OF SALE CHANCES AT "H.B.'s" —LAST DAY SATURDAY!: [941, 120, 1101, 141]
- london-dateline: LONDON, August 5.: [813, 105, 891, 115]
- sale-item-price: 87/6: [1083, 181, 1103, 192]
- stand-heading: TO STAND THE SEASON AT NEW PLYMOUTH.: [16, 749, 153, 771]
